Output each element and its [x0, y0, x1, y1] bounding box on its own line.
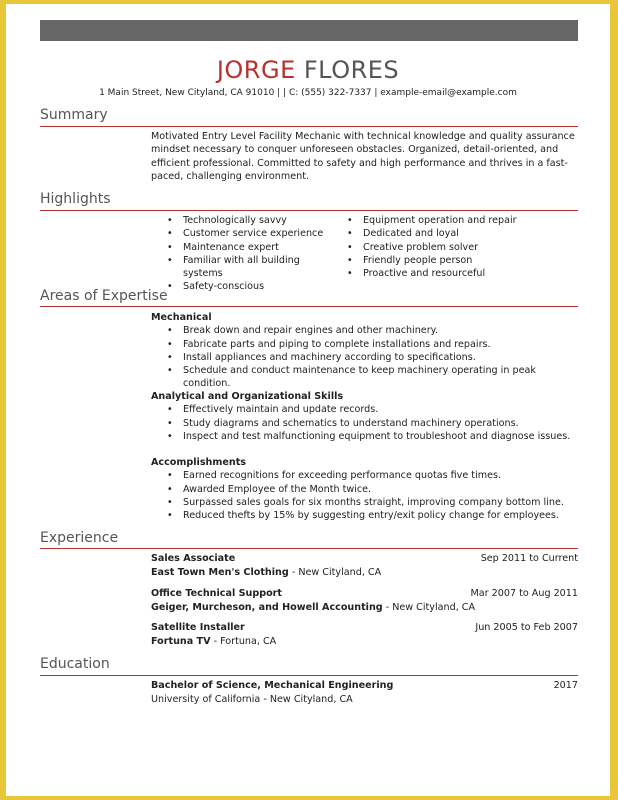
job-dates: Jun 2005 to Feb 2007 [475, 622, 578, 633]
list-item: • Reduced thefts by 15% by suggesting entry/exit policy change for employees. [151, 509, 581, 522]
expertise-group-analytical [151, 390, 581, 443]
expertise-group-accomplishments [151, 456, 581, 522]
group-heading: Analytical and Organizational Skills [151, 391, 344, 402]
list-item: • Familiar with all building systems [151, 254, 331, 281]
list-item: • Proactive and resourceful [331, 267, 561, 280]
summary-text: Motivated Entry Level Facility Mechanic with technical knowledge and quality assurance mindset necessary to conquer unforeseen obstacles. Organized, detail-oriented, and efficient professional. Committed to safety and high performance and thrives in a fast-paced, challenging environment. [151, 131, 575, 182]
group-list [151, 469, 581, 522]
job-entry [151, 552, 578, 579]
job-entry [151, 621, 578, 648]
section-title-highlights: Highlights [40, 191, 111, 207]
degree: Bachelor of Science, Mechanical Engineering [151, 680, 394, 691]
job-role: Satellite Installer [151, 622, 245, 633]
highlights-left-list [151, 214, 331, 294]
group-list [151, 403, 581, 443]
job-company: Fortuna TV [151, 635, 211, 647]
section-divider [40, 306, 578, 307]
section-title-education: Education [40, 656, 110, 672]
expertise-group-mechanical [151, 311, 581, 391]
list-item: • Schedule and conduct maintenance to keep machinery operating in peak condition. [151, 364, 581, 391]
job-role: Sales Associate [151, 553, 236, 564]
section-divider [40, 126, 578, 127]
section-title-expertise: Areas of Expertise [40, 288, 168, 304]
header-bar [40, 20, 578, 41]
job-dates: Sep 2011 to Current [480, 553, 578, 564]
section-divider [40, 675, 578, 676]
job-dates: Mar 2007 to Aug 2011 [470, 588, 578, 599]
list-item: • Safety-conscious [151, 280, 331, 293]
list-item: • Inspect and test malfunctioning equipment to troubleshoot and diagnose issues. [151, 430, 581, 443]
job-company: East Town Men's Clothing [151, 566, 289, 578]
list-item: • Effectively maintain and update records. [151, 403, 581, 416]
list-item: • Equipment operation and repair [331, 214, 561, 227]
candidate-name [6, 56, 610, 84]
resume-page [6, 4, 610, 796]
job-location: - New Cityland, CA [288, 566, 382, 578]
list-item: • Dedicated and loyal [331, 227, 561, 240]
job-entry [151, 587, 578, 614]
group-list [151, 324, 581, 390]
list-item: • Customer service experience [151, 227, 331, 240]
section-title-experience: Experience [40, 530, 119, 546]
first-name: JORGE [216, 56, 296, 84]
list-item: • Creative problem solver [331, 241, 561, 254]
last-name: FLORES [303, 56, 400, 84]
section-title-summary: Summary [40, 107, 108, 123]
job-location: - New Cityland, CA [382, 601, 476, 613]
list-item: • Fabricate parts and piping to complete installations and repairs. [151, 338, 581, 351]
list-item: • Break down and repair engines and other machinery. [151, 324, 581, 337]
section-divider [40, 210, 578, 211]
group-heading: Mechanical [151, 312, 212, 323]
list-item: • Maintenance expert [151, 241, 331, 254]
job-company: Geiger, Murcheson, and Howell Accounting [151, 601, 383, 613]
job-location: - Fortuna, CA [210, 635, 277, 647]
job-role: Office Technical Support [151, 588, 282, 599]
section-divider [40, 548, 578, 549]
group-heading: Accomplishments [151, 457, 247, 468]
education-entry [151, 679, 578, 706]
list-item: • Friendly people person [331, 254, 561, 267]
highlights-right-list [331, 214, 561, 280]
list-item: • Earned recognitions for exceeding performance quotas five times. [151, 469, 581, 482]
list-item: • Technologically savvy [151, 214, 331, 227]
contact-line: 1 Main Street, New Cityland, CA 91010 | | C: (555) 322-7337 | example-email@example.com [99, 88, 517, 98]
list-item: • Study diagrams and schematics to understand machinery operations. [151, 417, 581, 430]
graduation-year: 2017 [553, 680, 578, 691]
list-item: • Surpassed sales goals for six months straight, improving company bottom line. [151, 496, 581, 509]
list-item: • Awarded Employee of the Month twice. [151, 483, 581, 496]
school: University of California - New Cityland, CA [151, 693, 353, 705]
list-item: • Install appliances and machinery according to specifications. [151, 351, 581, 364]
